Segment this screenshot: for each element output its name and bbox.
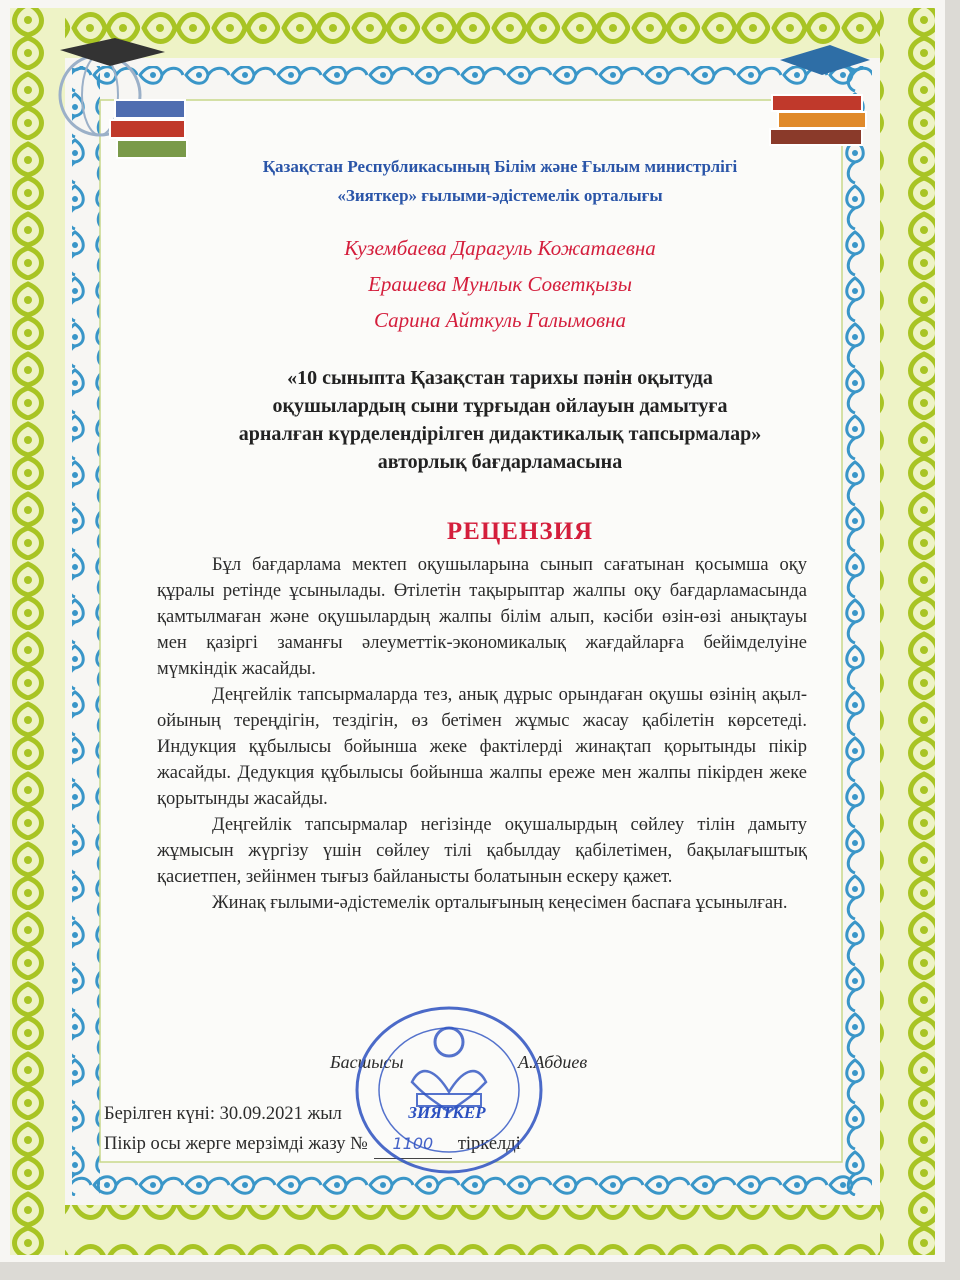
books-graduation-cap-graphic (760, 40, 880, 150)
program-title-line: «10 сыныпта Қазақстан тарихы пәнін оқытуда (287, 367, 713, 389)
issue-date: Берілген күні: 30.09.2021 жыл (104, 1104, 342, 1124)
author-name: Сарина Айткуль Галымовна (373, 308, 627, 332)
registration-number: 1100 (374, 1129, 452, 1159)
ministry-name: Қазақстан Республикасының Білім және Ғылым министрлігі (262, 157, 738, 176)
program-title (185, 364, 815, 476)
author-name: Кузембаева Дарагуль Кожатаевна (344, 236, 656, 260)
review-paragraph: Бұл бағдарлама мектеп оқушыларына сынып сағатынан қосымша оқу құралы ретінде ұсынылады. Өтілетін тақырыптар жалпы оқу бағдарламасында қамтылмаған және оқушылардың жалпы білім алып, кәсіби өзін-өзі анықтауы мен қазіргі заманғы әлеуметтік-экономикалық жағдайларға бейімделуіне мүмкіндік жасайды. (157, 555, 807, 679)
official-stamp (352, 1002, 547, 1177)
review-paragraph: Деңгейлік тапсырмалар негізінде оқушалырдың сөйлеу тілін дамыту жұмысын жүргізу үшін сөйлеу тілі қабылдау қабілетімен, бақылағыштық қасиетпен, зейінмен тығыз байланысты болатынын ескеру қажет. (157, 815, 807, 887)
review-body (157, 552, 807, 916)
program-title-line: авторлық бағдарламасына (377, 451, 623, 473)
author-name: Ерашева Мунлык Советқызы (368, 272, 632, 296)
program-title-line: арналған күрделендірілген дидактикалық тапсырмалар» (238, 423, 762, 445)
registration-suffix: тіркелді (457, 1134, 521, 1154)
review-paragraph: Деңгейлік тапсырмаларда тез, анық дұрыс орындаған оқушы өзінің ақыл-ойының тереңдігін, тездігін, өз бетімен жұмыс жасау қабілетін көрсетеді. Индукция құбылысы бойынша жеке фактілерді жинақтап қорытынды пікір жасайды. Дедукция құбылысы бойынша жалпы ереже мен жалпы пікірден жеке қорытынды жасайды. (157, 685, 807, 809)
center-name: «Зияткер» ғылыми-әдістемелік орталығы (337, 186, 663, 205)
review-heading: РЕЦЕНЗИЯ (446, 518, 594, 545)
stamp-center-text: ЗИЯТКЕР (408, 1103, 486, 1122)
signatory-name: А.Абдиев (518, 1052, 588, 1072)
program-title-line: оқушылардың сыни тұрғыдан ойлауын дамытуға (272, 395, 728, 417)
registration-prefix: Пікір осы жерге мерзімді жазу № (104, 1134, 368, 1154)
review-paragraph: Жинақ ғылыми-әдістемелік орталығының кеңесімен баспаға ұсынылған. (212, 893, 788, 913)
signatory-role: Басшысы (330, 1052, 404, 1072)
author-list (200, 230, 800, 338)
ministry-header (150, 152, 850, 210)
